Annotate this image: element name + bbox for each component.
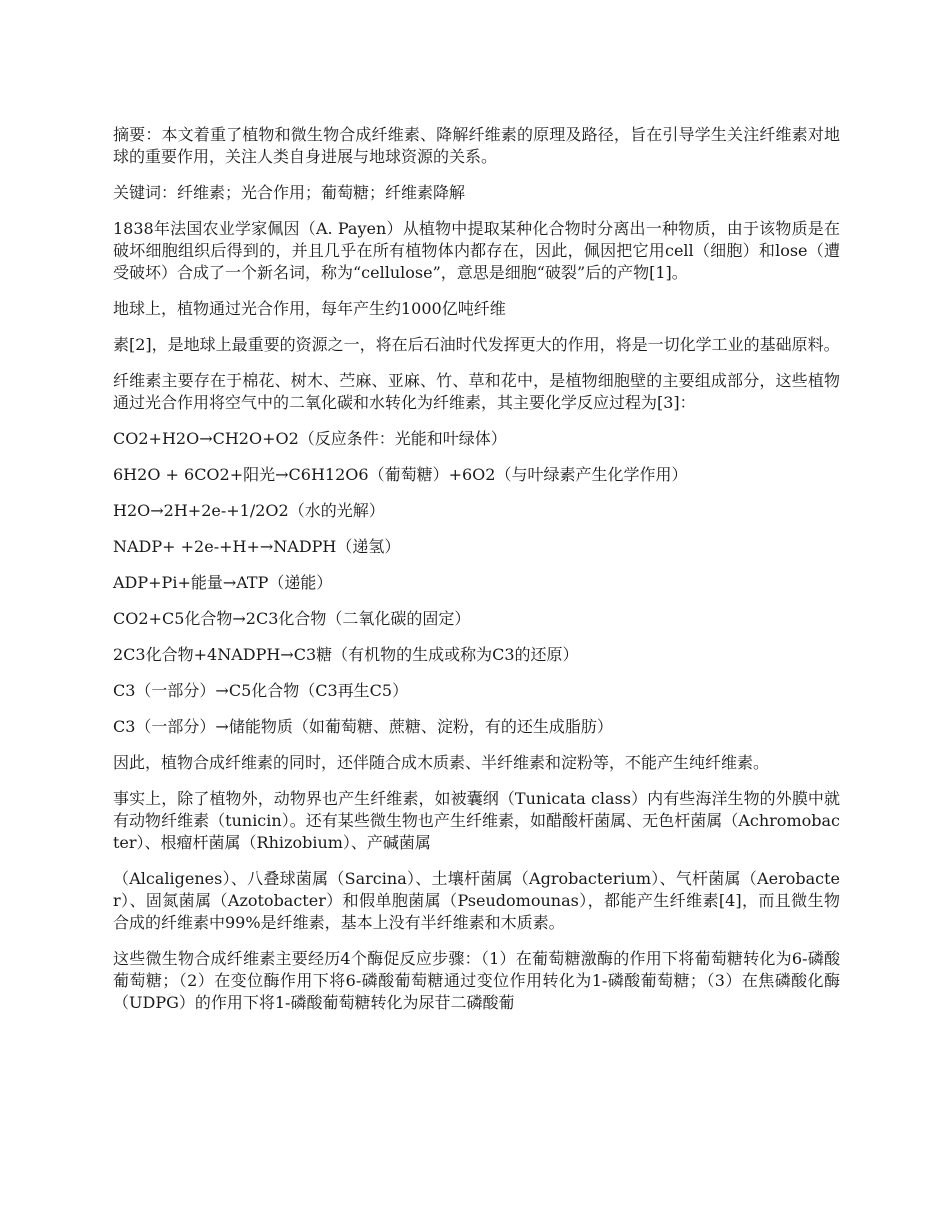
animal-cellulose-paragraph: 事实上，除了植物外，动物界也产生纤维素，如被囊纲（Tunicata class）内有些海洋生物的外膜中就有动物纤维素（tunicin）。还有某些微生物也产生纤维素，如醋酸杆菌属、无色杆菌属（Achromobacter）、根瘤杆菌属（Rhizobium）、产碱菌属	[113, 789, 840, 852]
source-paragraph: 纤维素主要存在于棉花、树木、苎麻、亚麻、竹、草和花中，是植物细胞壁的主要组成部分，这些植物通过光合作用将空气中的二氧化碳和水转化为纤维素，其主要化学反应过程为[3]：	[113, 371, 840, 412]
abstract-paragraph: 摘要：本文着重了植物和微生物合成纤维素、降解纤维素的原理及路径，旨在引导学生关注纤维素对地球的重要作用，关注人类自身进展与地球资源的关系。	[113, 125, 840, 166]
reaction-line: ADP+Pi+能量→ATP（递能）	[113, 573, 333, 592]
production-paragraph: 地球上，植物通过光合作用，每年产生约1000亿吨纤维	[113, 299, 506, 318]
reaction-line: C3（一部分）→储能物质（如葡萄糖、蔗糖、淀粉，有的还生成脂肪）	[113, 717, 613, 736]
reaction-line: H2O→2H+2e-+1/2O2（水的光解）	[113, 501, 385, 520]
microbe-cellulose-paragraph: （Alcaligenes）、八叠球菌属（Sarcina）、土壤杆菌属（Agrobacterium）、气杆菌属（Aerobacter）、固氮菌属（Azotobacter）和假单胞菌属（Pseudomounas），都能产生纤维素[4]，而且微生物合成的纤维素中99%是纤维素，基本上没有半纤维素和木质素。	[113, 869, 840, 932]
reaction-line: NADP+ +2e-+H+→NADPH（递氢）	[113, 537, 401, 556]
reaction-line: CO2+H2O→CH2O+O2（反应条件：光能和叶绿体）	[113, 429, 507, 448]
reaction-line: 6H2O + 6CO2+阳光→C6H12O6（葡萄糖）+6O2（与叶绿素产生化学作用）	[113, 465, 688, 484]
reaction-line: 2C3化合物+4NADPH→C3糖（有机物的生成或称为C3的还原）	[113, 645, 579, 664]
reaction-line: C3（一部分）→C5化合物（C3再生C5）	[113, 681, 409, 700]
document-body	[113, 124, 840, 1028]
history-paragraph: 1838年法国农业学家佩因（A. Payen）从植物中提取某种化合物时分离出一种物质，由于该物质是在破坏细胞组织后得到的，并且几乎在所有植物体内都存在，因此，佩因把它用cell（细胞）和lose（遭受破坏）合成了一个新名词，称为“cellulose”，意思是细胞“破裂”后的产物[1]。	[113, 219, 840, 282]
resource-paragraph: 素[2]，是地球上最重要的资源之一，将在后石油时代发挥更大的作用，将是一切化学工业的基础原料。	[113, 335, 840, 354]
synthesis-steps-paragraph: 这些微生物合成纤维素主要经历4个酶促反应步骤：（1）在葡萄糖激酶的作用下将葡萄糖转化为6-磷酸葡萄糖；（2）在变位酶作用下将6-磷酸葡萄糖通过变位作用转化为1-磷酸葡萄糖；（3）在焦磷酸化酶（UDPG）的作用下将1-磷酸葡萄糖转化为尿苷二磷酸葡	[113, 949, 840, 1012]
conclusion-paragraph: 因此，植物合成纤维素的同时，还伴随合成木质素、半纤维素和淀粉等，不能产生纯纤维素。	[113, 753, 770, 772]
reaction-line: CO2+C5化合物→2C3化合物（二氧化碳的固定）	[113, 609, 471, 628]
keywords-paragraph: 关键词：纤维素；光合作用；葡萄糖；纤维素降解	[113, 183, 466, 202]
